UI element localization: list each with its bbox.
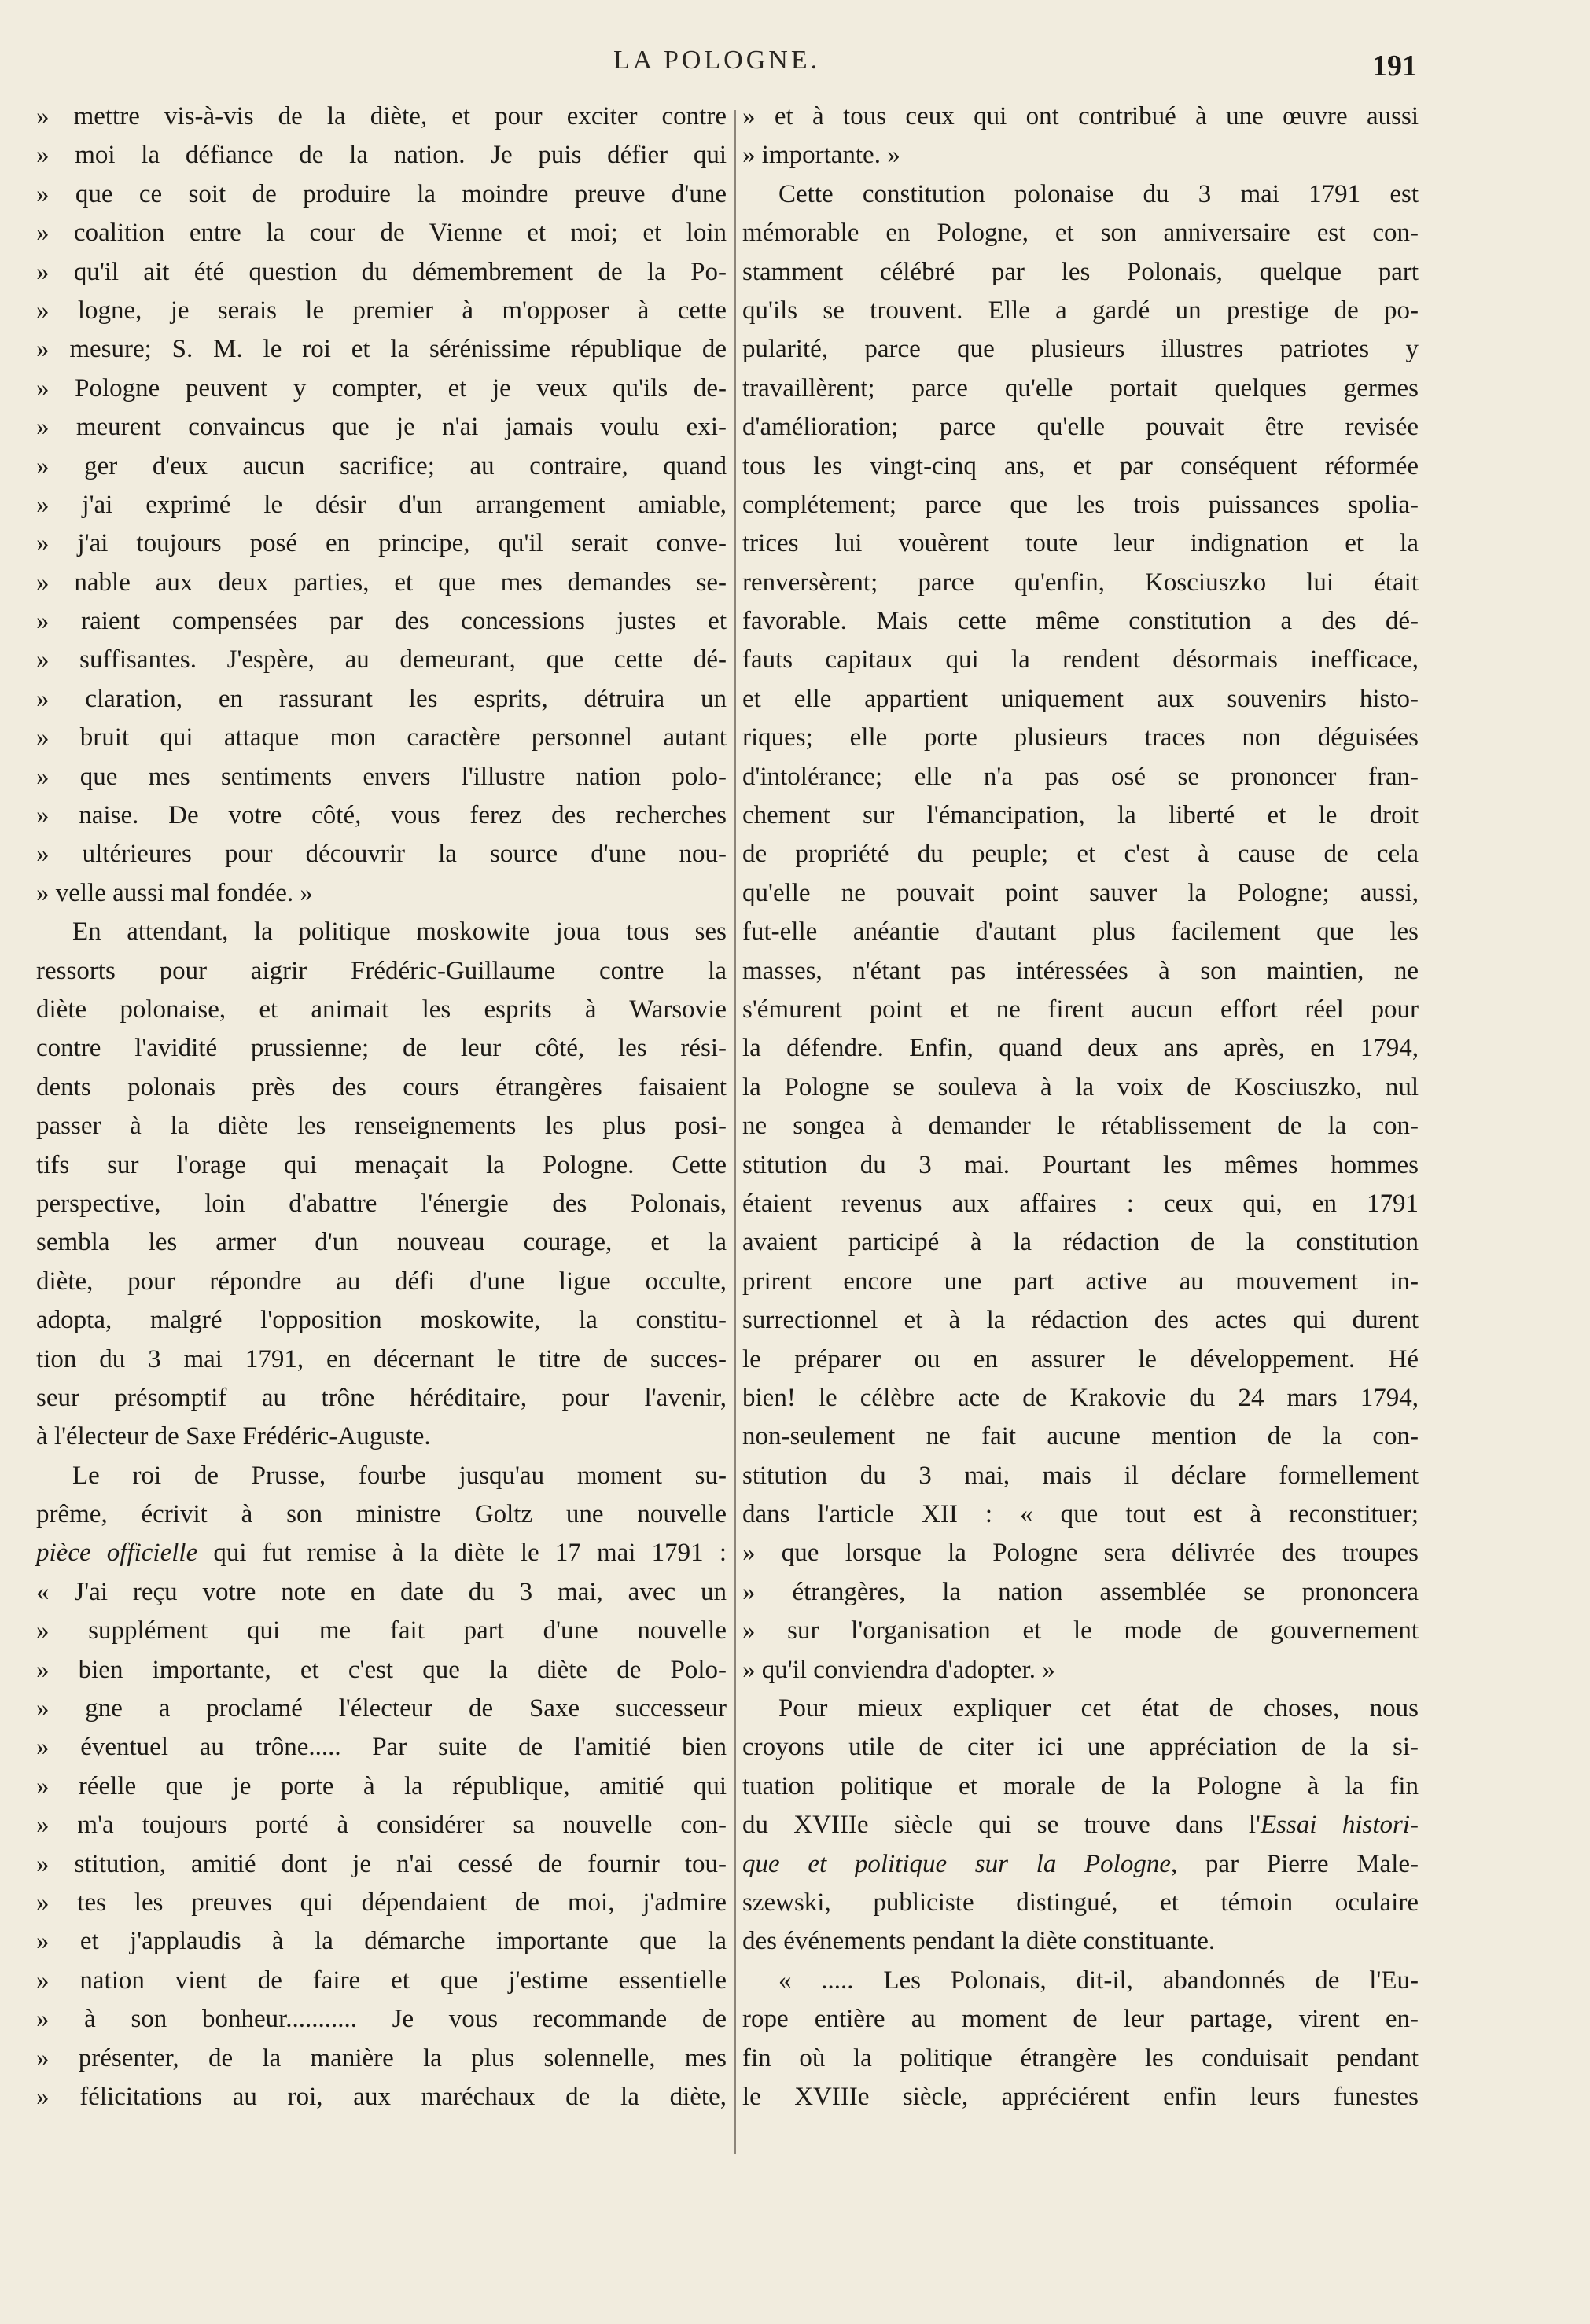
right-text-line: s'émurent point et ne firent aucun effort réel pour — [742, 995, 1419, 1024]
left-text-line: » claration, en rassurant les esprits, détruira un — [36, 684, 727, 713]
right-text-line: masses, n'étant pas intéressées à son maintien, ne — [742, 956, 1419, 985]
left-text-line: » meurent convaincus que je n'ai jamais voulu exi- — [36, 413, 727, 442]
right-text-line: stitution du 3 mai. Pourtant les mêmes hommes — [742, 1150, 1419, 1179]
right-text-line: Cette constitution polonaise du 3 mai 1791 est — [778, 179, 1419, 208]
running-title: LA POLOGNE. — [613, 46, 821, 75]
left-text-line: » que mes sentiments envers l'illustre nation polo- — [36, 762, 727, 791]
right-text-line: non-seulement ne fait aucune mention de la con- — [742, 1422, 1419, 1451]
left-text-line: » réelle que je porte à la république, amitié qui — [36, 1771, 727, 1800]
left-text-line: » stitution, amitié dont je n'ai cessé de fournir tou- — [36, 1849, 727, 1878]
left-text-line: diète polonaise, et animait les esprits à Warsovie — [36, 995, 727, 1024]
left-text-line: passer à la diète les renseignements les plus posi- — [36, 1112, 727, 1141]
left-text-line: dents polonais près des cours étrangères faisaient — [36, 1072, 727, 1101]
left-text-line: » ger d'eux aucun sacrifice; au contraire, quand — [36, 451, 727, 480]
right-text-line: avaient participé à la rédaction de la constitution — [742, 1228, 1419, 1257]
right-text-line: travaillèrent; parce qu'elle portait quelques germes — [742, 373, 1419, 403]
right-text-line: d'amélioration; parce qu'elle pouvait être revisée — [742, 413, 1419, 442]
column-divider — [734, 110, 736, 2154]
right-text-line: rope entière au moment de leur partage, virent en- — [742, 2005, 1419, 2034]
left-text-line: » naise. De votre côté, vous ferez des recherches — [36, 801, 727, 830]
right-text-line: trices lui vouèrent toute leur indignation et la — [742, 529, 1419, 558]
right-text-line: fauts capitaux qui la rendent désormais inefficace, — [742, 645, 1419, 675]
right-text-line: stitution du 3 mai, mais il déclare formellement — [742, 1461, 1419, 1490]
right-text-line: » importante. » — [742, 141, 900, 170]
left-text-line: sembla les armer d'un nouveau courage, et la — [36, 1228, 727, 1257]
right-text-line: tuation politique et morale de la Pologne à la fin — [742, 1771, 1419, 1800]
right-text-line: la défendre. Enfin, quand deux ans après, en 1794, — [742, 1034, 1419, 1063]
right-text-line: ne songea à demander le rétablissement de la con- — [742, 1112, 1419, 1141]
left-text-line: tion du 3 mai 1791, en décernant le titre de succes- — [36, 1344, 727, 1373]
left-text-line: adopta, malgré l'opposition moskowite, la constitu- — [36, 1306, 727, 1335]
right-text-line: dans l'article XII : « que tout est à reconstituer; — [742, 1500, 1419, 1529]
right-text-line: favorable. Mais cette même constitution a des dé- — [742, 607, 1419, 636]
right-text-line: prirent encore une part active au mouvement in- — [742, 1267, 1419, 1296]
right-text-line: stamment célébré par les Polonais, quelque part — [742, 257, 1419, 286]
left-text-line: » gne a proclamé l'électeur de Saxe successeur — [36, 1694, 727, 1723]
left-text-line: » Pologne peuvent y compter, et je veux qu'ils de- — [36, 373, 727, 403]
right-text-line: du XVIIIe siècle qui se trouve dans l'Essai histori- — [742, 1811, 1419, 1840]
left-text-line: » velle aussi mal fondée. » — [36, 878, 313, 907]
right-text-line: fin où la politique étrangère les conduisait pendant — [742, 2043, 1419, 2072]
right-text-line: pularité, parce que plusieurs illustres patriotes y — [742, 335, 1419, 364]
right-text-line: croyons utile de citer ici une appréciation de la si- — [742, 1733, 1419, 1762]
right-text-line: chement sur l'émancipation, la liberté et le droit — [742, 801, 1419, 830]
left-text-line: » ultérieures pour découvrir la source d'une nou- — [36, 840, 727, 869]
page-header — [0, 46, 1590, 83]
left-text-line: » logne, je serais le premier à m'opposer à cette — [36, 296, 727, 325]
left-text-line: prême, écrivit à son ministre Goltz une nouvelle — [36, 1500, 727, 1529]
right-text-line: « ..... Les Polonais, dit-il, abandonnés de l'Eu- — [778, 1965, 1419, 1995]
right-text-line: le XVIIIe siècle, appréciérent enfin leurs funestes — [742, 2082, 1419, 2111]
right-text-line: étaient revenus aux affaires : ceux qui, en 1791 — [742, 1189, 1419, 1218]
left-text-line: » à son bonheur........... Je vous recommande de — [36, 2005, 727, 2034]
left-text-line: » coalition entre la cour de Vienne et moi; et loin — [36, 219, 727, 248]
left-text-line: » tes les preuves qui dépendaient de moi, j'admire — [36, 1888, 727, 1917]
right-text-line: qu'ils se trouvent. Elle a gardé un prestige de po- — [742, 296, 1419, 325]
right-text-line: renversèrent; parce qu'enfin, Kosciuszko lui était — [742, 568, 1419, 597]
left-text-line: pièce officielle qui fut remise à la diète le 17 mai 1791 : — [36, 1539, 727, 1568]
left-text-line: » félicitations au roi, aux maréchaux de la diète, — [36, 2082, 727, 2111]
left-text-line: » j'ai toujours posé en principe, qu'il serait conve- — [36, 529, 727, 558]
left-column — [36, 97, 727, 2116]
right-text-line: fut-elle anéantie d'autant plus facilement que les — [742, 917, 1419, 947]
left-text-line: ressorts pour aigrir Frédéric-Guillaume contre la — [36, 956, 727, 985]
right-text-line: mémorable en Pologne, et son anniversaire est con- — [742, 219, 1419, 248]
right-text-line: d'intolérance; elle n'a pas osé se prononcer fran- — [742, 762, 1419, 791]
left-text-line: En attendant, la politique moskowite joua tous ses — [72, 917, 727, 947]
right-column — [742, 97, 1419, 2116]
left-text-line: seur présomptif au trône héréditaire, pour l'avenir, — [36, 1383, 727, 1412]
left-text-line: « J'ai reçu votre note en date du 3 mai, avec un — [36, 1577, 727, 1606]
right-text-line: » que lorsque la Pologne sera délivrée des troupes — [742, 1539, 1419, 1568]
right-text-line: que et politique sur la Pologne, par Pierre Male- — [742, 1849, 1419, 1878]
left-text-line: » présenter, de la manière la plus solennelle, mes — [36, 2043, 727, 2072]
page-number: 191 — [1372, 50, 1417, 83]
left-text-line: » et j'applaudis à la démarche importante que la — [36, 1927, 727, 1956]
left-text-line: » moi la défiance de la nation. Je puis défier qui — [36, 141, 727, 170]
left-text-line: » bien importante, et c'est que la diète de Polo- — [36, 1655, 727, 1684]
right-text-line: qu'elle ne pouvait point sauver la Pologne; aussi, — [742, 878, 1419, 907]
left-text-line: » mesure; S. M. le roi et la sérénissime république de — [36, 335, 727, 364]
right-text-line: complétement; parce que les trois puissances spolia- — [742, 490, 1419, 519]
left-text-line: » raient compensées par des concessions justes et — [36, 607, 727, 636]
left-text-line: diète, pour répondre au défi d'une ligue occulte, — [36, 1267, 727, 1296]
left-text-line: » j'ai exprimé le désir d'un arrangement amiable, — [36, 490, 727, 519]
right-text-line: » et à tous ceux qui ont contribué à une œuvre aussi — [742, 102, 1419, 131]
left-text-line: » éventuel au trône..... Par suite de l'amitié bien — [36, 1733, 727, 1762]
right-text-line: Pour mieux expliquer cet état de choses, nous — [778, 1694, 1419, 1723]
right-text-line: surrectionnel et à la rédaction des actes qui durent — [742, 1306, 1419, 1335]
right-text-line: de propriété du peuple; et c'est à cause de cela — [742, 840, 1419, 869]
left-text-line: contre l'avidité prussienne; de leur côté, les rési- — [36, 1034, 727, 1063]
left-text-line: à l'électeur de Saxe Frédéric-Auguste. — [36, 1422, 431, 1451]
right-text-line: des événements pendant la diète constituante. — [742, 1927, 1216, 1956]
right-text-line: » étrangères, la nation assemblée se prononcera — [742, 1577, 1419, 1606]
left-text-line: » supplément qui me fait part d'une nouvelle — [36, 1616, 727, 1646]
right-text-line: szewski, publiciste distingué, et témoin oculaire — [742, 1888, 1419, 1917]
left-text-line: » m'a toujours porté à considérer sa nouvelle con- — [36, 1811, 727, 1840]
right-text-line: et elle appartient uniquement aux souvenirs histo- — [742, 684, 1419, 713]
left-text-line: » nation vient de faire et que j'estime essentielle — [36, 1965, 727, 1995]
left-text-line: perspective, loin d'abattre l'énergie des Polonais, — [36, 1189, 727, 1218]
right-text-line: » sur l'organisation et le mode de gouvernement — [742, 1616, 1419, 1646]
right-text-line: tous les vingt-cinq ans, et par conséquent réformée — [742, 451, 1419, 480]
left-text-line: » bruit qui attaque mon caractère personnel autant — [36, 723, 727, 752]
left-text-line: » nable aux deux parties, et que mes demandes se- — [36, 568, 727, 597]
left-text-line: » qu'il ait été question du démembrement de la Po- — [36, 257, 727, 286]
left-text-line: » mettre vis-à-vis de la diète, et pour exciter contre — [36, 102, 727, 131]
right-text-line: riques; elle porte plusieurs traces non déguisées — [742, 723, 1419, 752]
left-text-line: Le roi de Prusse, fourbe jusqu'au moment su- — [72, 1461, 727, 1490]
left-text-line: tifs sur l'orage qui menaçait la Pologne. Cette — [36, 1150, 727, 1179]
right-text-line: » qu'il conviendra d'adopter. » — [742, 1655, 1055, 1684]
right-text-line: le préparer ou en assurer le développement. Hé — [742, 1344, 1419, 1373]
right-text-line: bien! le célèbre acte de Krakovie du 24 mars 1794, — [742, 1383, 1419, 1412]
left-text-line: » suffisantes. J'espère, au demeurant, que cette dé- — [36, 645, 727, 675]
right-text-line: la Pologne se souleva à la voix de Kosciuszko, nul — [742, 1072, 1419, 1101]
left-text-line: » que ce soit de produire la moindre preuve d'une — [36, 179, 727, 208]
